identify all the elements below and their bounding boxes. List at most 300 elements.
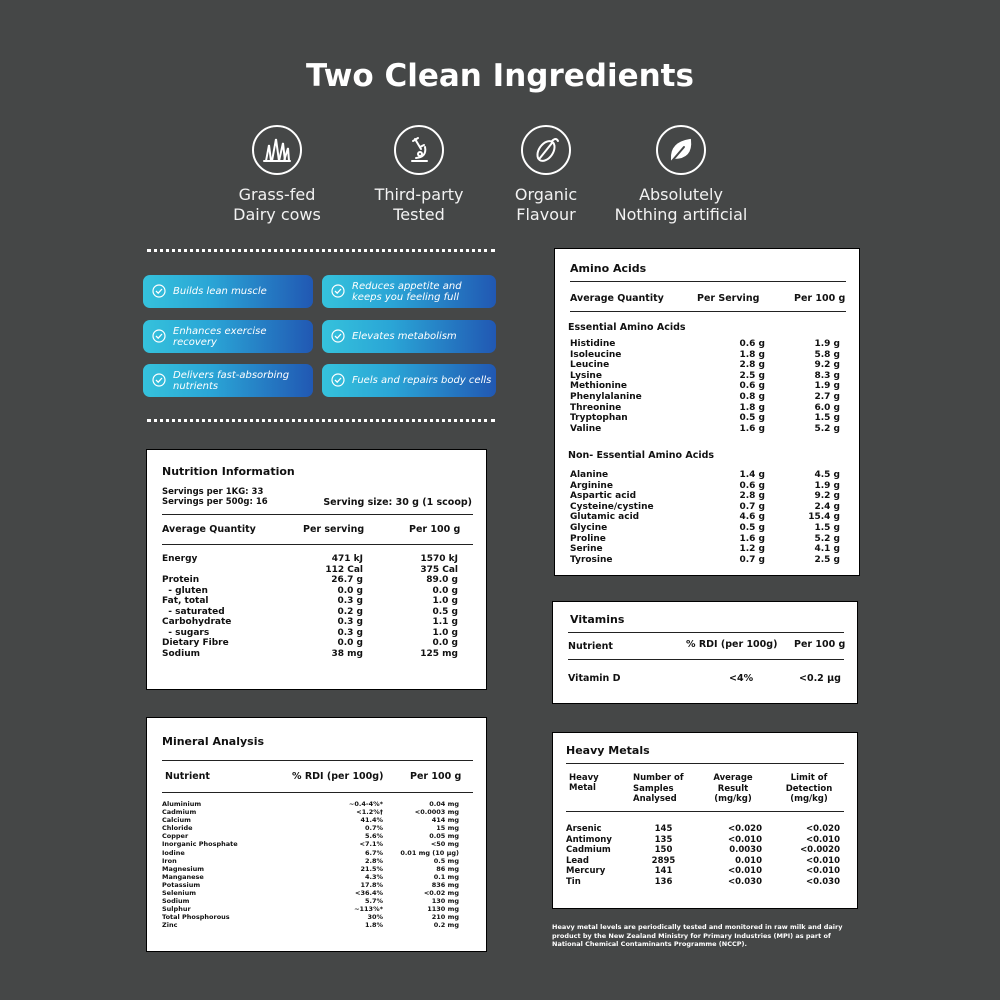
page-title: Two Clean Ingredients xyxy=(306,58,694,94)
table-cell: Tryptophan xyxy=(570,413,628,424)
benefit-line1: Delivers fast-absorbing xyxy=(173,369,290,381)
table-row xyxy=(162,575,458,586)
table-row xyxy=(570,381,840,392)
benefit-line1: Builds lean muscle xyxy=(173,286,267,297)
table-cell: 21.5% xyxy=(360,864,383,873)
table-row xyxy=(570,555,840,566)
table-cell xyxy=(162,565,282,576)
col-heavy-metal xyxy=(569,774,599,793)
table-cell: Methionine xyxy=(570,381,628,392)
table-cell: 1.1 g xyxy=(432,617,458,627)
col-average-line: Result xyxy=(717,783,749,794)
table-cell: 1.8 g xyxy=(739,349,765,360)
table-cell: Mercury xyxy=(566,866,606,877)
table-row xyxy=(570,403,840,414)
feature-line2: Nothing artificial xyxy=(614,205,748,224)
table-row xyxy=(162,889,459,897)
table-cell: 0.7% xyxy=(364,824,383,833)
table-cell: Magnesium xyxy=(162,864,205,873)
table-cell: 125 mg xyxy=(420,648,458,659)
table-row xyxy=(162,628,458,639)
table-cell: Glutamic acid xyxy=(570,512,640,523)
table-cell: Alanine xyxy=(570,470,609,480)
table-cell: 38 mg xyxy=(331,648,363,659)
table-cell: Inorganic Phosphate xyxy=(162,840,238,849)
table-cell: 2.8% xyxy=(364,856,383,865)
table-row xyxy=(570,413,840,424)
table-cell: 0.3 g xyxy=(337,617,363,627)
col-limit-detection xyxy=(779,773,839,805)
table-cell: 0.5 g xyxy=(432,606,458,617)
rule xyxy=(162,760,473,761)
col-nutrient: Nutrient xyxy=(165,771,210,782)
table-cell: Total Phosphorous xyxy=(162,913,230,922)
table-cell: 0.3 g xyxy=(337,596,363,606)
table-cell: 6.7% xyxy=(364,848,383,857)
table-cell: Threonine xyxy=(570,402,622,413)
table-row xyxy=(570,470,840,481)
table-cell: Cadmium xyxy=(566,845,611,856)
table-row xyxy=(570,481,840,492)
table-cell: Carbohydrate xyxy=(162,617,232,627)
table-cell: <1.2%† xyxy=(356,808,383,817)
benefit-pill xyxy=(322,320,496,353)
table-cell: Aluminium xyxy=(162,800,202,808)
table-cell: Selenium xyxy=(162,889,196,898)
table-cell: Histidine xyxy=(570,339,616,349)
table-cell: 0.01 mg (10 µg) xyxy=(400,848,459,857)
feature-line2: Tested xyxy=(393,205,445,224)
col-per-100g: Per 100 g xyxy=(794,639,846,650)
table-cell: Copper xyxy=(162,832,189,841)
table-row xyxy=(162,816,459,824)
table-cell: Cadmium xyxy=(162,808,197,817)
table-cell: Sodium xyxy=(162,648,200,659)
table-cell: 0.8 g xyxy=(739,391,765,402)
table-row xyxy=(162,832,459,840)
table-cell: 0.0 g xyxy=(432,585,458,596)
feature-line1: Third-party xyxy=(374,185,464,204)
table-cell: Serine xyxy=(570,544,603,555)
table-cell: 145 xyxy=(654,824,673,834)
table-cell: 89.0 g xyxy=(426,575,458,585)
check-circle-icon xyxy=(331,284,345,298)
rule xyxy=(570,311,846,312)
table-cell: Lysine xyxy=(570,370,602,381)
table-cell: 5.2 g xyxy=(814,533,840,544)
mineral-panel xyxy=(146,717,487,952)
table-cell: 0.5 g xyxy=(739,413,765,424)
table-cell: 4.1 g xyxy=(814,544,840,555)
table-cell: 17.8% xyxy=(360,880,383,889)
table-cell: 136 xyxy=(654,876,673,887)
table-cell: 0.010 xyxy=(735,855,762,866)
table-cell: <0.0020 xyxy=(800,845,840,856)
table-cell: 141 xyxy=(654,866,673,877)
table-row xyxy=(566,824,841,835)
table-row xyxy=(570,491,840,502)
table-row xyxy=(162,881,459,889)
benefit-pill xyxy=(322,275,496,308)
feature-line2: Dairy cows xyxy=(233,205,321,224)
benefit-line1: Elevates metabolism xyxy=(352,331,457,342)
amino-title: Amino Acids xyxy=(570,262,647,275)
table-cell: 0.04 mg xyxy=(429,800,459,808)
vitamin-per-100g: <0.2 µg xyxy=(799,673,841,684)
table-cell: Iron xyxy=(162,856,177,865)
vitamins-title: Vitamins xyxy=(570,613,625,626)
table-cell: Tyrosine xyxy=(570,554,613,565)
feature-line2: Flavour xyxy=(516,205,576,224)
table-cell: 0.7 g xyxy=(739,554,765,565)
table-row xyxy=(570,339,840,350)
nutrition-rows xyxy=(162,554,458,659)
table-cell: 1130 mg xyxy=(427,905,459,914)
heavy-metals-title: Heavy Metals xyxy=(566,744,650,757)
benefit-line2: nutrients xyxy=(173,380,219,392)
table-cell: <0.010 xyxy=(805,855,840,866)
table-cell: Aspartic acid xyxy=(570,491,637,502)
table-row xyxy=(162,800,459,808)
col-limit-line: Limit of xyxy=(790,773,828,783)
table-row xyxy=(162,897,459,905)
table-row xyxy=(570,360,840,371)
col-samples-line: Samples xyxy=(633,783,674,794)
col-per-serving: Per Serving xyxy=(697,293,760,304)
table-cell: Lead xyxy=(566,855,590,866)
benefit-line1: Enhances exercise recovery xyxy=(173,325,267,348)
table-cell: <50 mg xyxy=(430,840,459,849)
rule xyxy=(162,514,473,515)
table-cell: <0.010 xyxy=(805,834,840,845)
table-row xyxy=(162,849,459,857)
table-row xyxy=(570,424,840,435)
table-cell: 4.6 g xyxy=(739,512,765,523)
heavy-metals-panel xyxy=(552,732,858,909)
vitamin-rdi: <4% xyxy=(729,673,754,684)
table-cell: Calcium xyxy=(162,816,191,825)
table-cell: 1.6 g xyxy=(739,423,765,434)
table-row xyxy=(570,502,840,513)
table-cell: Arsenic xyxy=(566,824,602,834)
essential-title: Essential Amino Acids xyxy=(568,322,686,333)
servings-1kg: Servings per 1KG: 33 xyxy=(162,487,264,497)
table-cell: 0.5 mg xyxy=(433,856,459,865)
col-per-serving: Per serving xyxy=(303,524,365,535)
col-average-quantity: Average Quantity xyxy=(162,524,256,535)
mineral-rows xyxy=(162,800,459,930)
table-cell: Cysteine/cystine xyxy=(570,501,654,512)
table-cell: - gluten xyxy=(162,585,208,596)
rule xyxy=(570,281,846,282)
benefit-line1: Reduces appetite and xyxy=(352,280,462,292)
table-cell: 0.2 g xyxy=(337,606,363,617)
table-cell: 5.6% xyxy=(364,832,383,841)
table-cell: Dietary Fibre xyxy=(162,638,229,648)
col-samples-line: Number of xyxy=(633,773,684,783)
table-cell: 8.3 g xyxy=(814,370,840,381)
servings-info xyxy=(162,487,268,507)
table-cell: 0.1 mg xyxy=(433,872,459,881)
table-cell: Leucine xyxy=(570,360,610,371)
amino-panel xyxy=(554,248,860,576)
col-heavy-metal-line: Heavy xyxy=(569,773,599,783)
table-cell: 2895 xyxy=(651,855,676,866)
table-cell: 0.3 g xyxy=(337,627,363,638)
table-cell: Antimony xyxy=(566,834,612,845)
feature-line1: Absolutely xyxy=(639,185,723,204)
col-samples-line: Analysed xyxy=(633,794,677,804)
benefit-line1: Fuels and repairs body cells xyxy=(352,375,492,386)
table-cell: Manganese xyxy=(162,872,204,881)
table-cell: 9.2 g xyxy=(814,491,840,502)
table-cell: 5.8 g xyxy=(814,349,840,360)
table-cell: 1.8 g xyxy=(739,402,765,413)
table-row xyxy=(162,824,459,832)
col-average-line: Average xyxy=(713,773,753,783)
table-row xyxy=(162,905,459,913)
rule xyxy=(566,763,844,764)
divider-top xyxy=(147,249,495,252)
check-circle-icon xyxy=(152,329,166,343)
cocoa-pod-icon xyxy=(521,125,571,175)
table-cell: Arginine xyxy=(570,480,613,491)
benefit-pill xyxy=(322,364,496,397)
check-circle-icon xyxy=(331,329,345,343)
table-row xyxy=(162,873,459,881)
table-row xyxy=(570,523,840,534)
check-circle-icon xyxy=(152,284,166,298)
table-cell: <0.010 xyxy=(727,834,762,845)
nutrition-title: Nutrition Information xyxy=(162,465,295,478)
col-limit-line: (mg/kg) xyxy=(790,794,828,804)
table-cell: <0.010 xyxy=(727,866,762,877)
table-row xyxy=(162,808,459,816)
col-samples xyxy=(633,773,684,805)
check-circle-icon xyxy=(152,373,166,387)
grass-icon xyxy=(252,125,302,175)
col-heavy-metal-line: Metal xyxy=(569,782,596,793)
col-average-quantity: Average Quantity xyxy=(570,293,664,304)
table-row xyxy=(162,554,458,565)
table-cell: 2.5 g xyxy=(814,554,840,565)
benefit-line2: keeps you feeling full xyxy=(352,291,460,303)
benefit-pill xyxy=(143,364,313,397)
table-row xyxy=(162,596,458,607)
table-cell: Potassium xyxy=(162,880,201,889)
table-row xyxy=(570,392,840,403)
col-rdi: % RDI (per 100g) xyxy=(686,639,778,650)
table-row xyxy=(570,350,840,361)
table-row xyxy=(162,617,458,628)
feature-nothing-artificial xyxy=(596,125,766,225)
table-cell: 0.6 g xyxy=(739,480,765,491)
table-cell: 0.2 mg xyxy=(433,921,459,930)
table-cell: 375 Cal xyxy=(420,564,458,575)
table-cell: ~0.4-4%* xyxy=(348,800,383,808)
table-row xyxy=(162,649,458,660)
benefit-pill xyxy=(143,275,313,308)
footnote: Heavy metal levels are periodically tested and monitored in raw milk and dairy product by the New Zealand Ministry for Primary Industries (MPI) as part of National Chemical Contaminants Programme (NCCP). xyxy=(552,923,843,948)
table-row xyxy=(162,921,459,929)
table-cell: 135 xyxy=(654,834,673,845)
microscope-icon xyxy=(394,125,444,175)
rule xyxy=(162,544,473,545)
table-cell: 1.5 g xyxy=(814,522,840,533)
table-cell: 9.2 g xyxy=(814,360,840,371)
table-cell: 471 kJ xyxy=(331,554,363,564)
table-cell: 112 Cal xyxy=(325,564,363,575)
leaf-icon xyxy=(656,125,706,175)
table-cell: <0.010 xyxy=(805,866,840,877)
table-cell: 2.7 g xyxy=(814,391,840,402)
table-row xyxy=(566,835,841,846)
vitamins-panel xyxy=(552,601,858,704)
table-cell: 86 mg xyxy=(436,864,459,873)
table-cell: <36.4% xyxy=(355,889,383,898)
table-row xyxy=(162,565,458,576)
table-cell: Fat, total xyxy=(162,596,209,606)
table-row xyxy=(162,865,459,873)
table-cell: Zinc xyxy=(162,921,178,930)
table-cell: Valine xyxy=(570,423,602,434)
table-cell: <0.020 xyxy=(727,824,762,834)
vitamin-name: Vitamin D xyxy=(568,673,621,684)
table-cell: 2.5 g xyxy=(739,370,765,381)
table-cell: 1.9 g xyxy=(814,480,840,491)
table-cell: Chloride xyxy=(162,824,193,833)
table-cell: 1.6 g xyxy=(739,533,765,544)
table-cell: 1570 kJ xyxy=(420,554,458,564)
table-cell: <0.02 mg xyxy=(423,889,459,898)
table-cell: Tin xyxy=(566,876,581,887)
table-cell: 0.0 g xyxy=(337,638,363,648)
table-row xyxy=(570,371,840,382)
heavy-metal-rows xyxy=(566,824,841,888)
table-cell: Energy xyxy=(162,554,198,564)
rule xyxy=(568,659,844,660)
table-cell: 1.9 g xyxy=(814,339,840,349)
table-cell: 4.5 g xyxy=(814,470,840,480)
table-cell: 0.6 g xyxy=(739,381,765,392)
rule xyxy=(566,811,844,812)
table-cell: <0.020 xyxy=(805,824,840,834)
table-row xyxy=(566,845,841,856)
table-cell: Protein xyxy=(162,575,200,585)
table-cell: <0.030 xyxy=(727,876,762,887)
nutrition-panel xyxy=(146,449,487,690)
table-row xyxy=(566,877,841,888)
table-cell: 2.8 g xyxy=(739,491,765,502)
check-circle-icon xyxy=(331,373,345,387)
col-per-100g: Per 100 g xyxy=(794,293,846,304)
table-cell: 1.2 g xyxy=(739,544,765,555)
table-cell: Phenylalanine xyxy=(570,391,642,402)
table-cell: 1.5 g xyxy=(814,413,840,424)
table-cell: - sugars xyxy=(162,627,210,638)
nonessential-rows xyxy=(570,470,840,565)
table-cell: 15.4 g xyxy=(808,512,840,523)
mineral-title: Mineral Analysis xyxy=(162,735,265,748)
table-cell: 0.6 g xyxy=(739,339,765,349)
col-per-100g: Per 100 g xyxy=(409,524,461,535)
table-cell: 2.8 g xyxy=(739,360,765,371)
table-cell: 30% xyxy=(367,913,383,922)
table-cell: 0.05 mg xyxy=(429,832,459,841)
table-cell: Sulphur xyxy=(162,905,191,914)
col-average-result xyxy=(703,773,763,805)
table-cell: 836 mg xyxy=(431,880,459,889)
table-cell: 26.7 g xyxy=(331,575,363,585)
table-cell: 130 mg xyxy=(431,897,459,906)
nonessential-title: Non- Essential Amino Acids xyxy=(568,450,715,461)
table-row xyxy=(162,913,459,921)
table-row xyxy=(570,534,840,545)
col-limit-line: Detection xyxy=(785,783,833,794)
table-row xyxy=(570,544,840,555)
table-cell: ~113%* xyxy=(354,905,383,914)
table-cell: 0.0 g xyxy=(432,638,458,648)
table-cell: Iodine xyxy=(162,848,185,857)
table-cell: 150 xyxy=(654,845,673,856)
table-cell: 0.5 g xyxy=(739,522,765,533)
feature-line1: Grass-fed xyxy=(238,185,316,204)
table-cell: <0.030 xyxy=(805,876,840,887)
table-row xyxy=(162,857,459,865)
table-row xyxy=(566,866,841,877)
table-cell: 2.4 g xyxy=(814,501,840,512)
table-cell: 5.7% xyxy=(364,897,383,906)
table-cell: Glycine xyxy=(570,522,608,533)
table-cell: Sodium xyxy=(162,897,190,906)
table-cell: 0.0 g xyxy=(337,585,363,596)
table-cell: 1.0 g xyxy=(432,627,458,638)
table-cell: Proline xyxy=(570,533,606,544)
table-cell: 4.3% xyxy=(364,872,383,881)
table-row xyxy=(566,856,841,867)
table-row xyxy=(162,607,458,618)
table-cell: <7.1% xyxy=(359,840,383,849)
serving-size: Serving size: 30 g (1 scoop) xyxy=(323,497,472,508)
table-cell: 0.0030 xyxy=(729,845,762,856)
table-cell: 41.4% xyxy=(360,816,383,825)
table-cell: 1.8% xyxy=(364,921,383,930)
table-cell: 5.2 g xyxy=(814,423,840,434)
table-row xyxy=(162,586,458,597)
table-cell: 210 mg xyxy=(431,913,459,922)
table-row xyxy=(162,638,458,649)
table-row xyxy=(570,512,840,523)
table-row xyxy=(162,840,459,848)
benefit-pill xyxy=(143,320,313,353)
essential-rows xyxy=(570,339,840,434)
col-nutrient: Nutrient xyxy=(568,641,613,652)
table-cell: 1.4 g xyxy=(739,470,765,480)
table-cell: 15 mg xyxy=(436,824,459,833)
divider-bottom xyxy=(147,419,495,422)
rule xyxy=(162,792,473,793)
table-cell: - saturated xyxy=(162,606,225,617)
col-rdi: % RDI (per 100g) xyxy=(292,771,384,782)
table-cell: 1.9 g xyxy=(814,381,840,392)
table-cell: Isoleucine xyxy=(570,349,622,360)
feature-line1: Organic xyxy=(514,185,578,204)
table-cell: <0.0003 mg xyxy=(414,808,459,817)
col-average-line: (mg/kg) xyxy=(714,794,752,804)
table-cell: 0.7 g xyxy=(739,501,765,512)
col-per-100g: Per 100 g xyxy=(410,771,462,782)
table-cell: 414 mg xyxy=(431,816,459,825)
